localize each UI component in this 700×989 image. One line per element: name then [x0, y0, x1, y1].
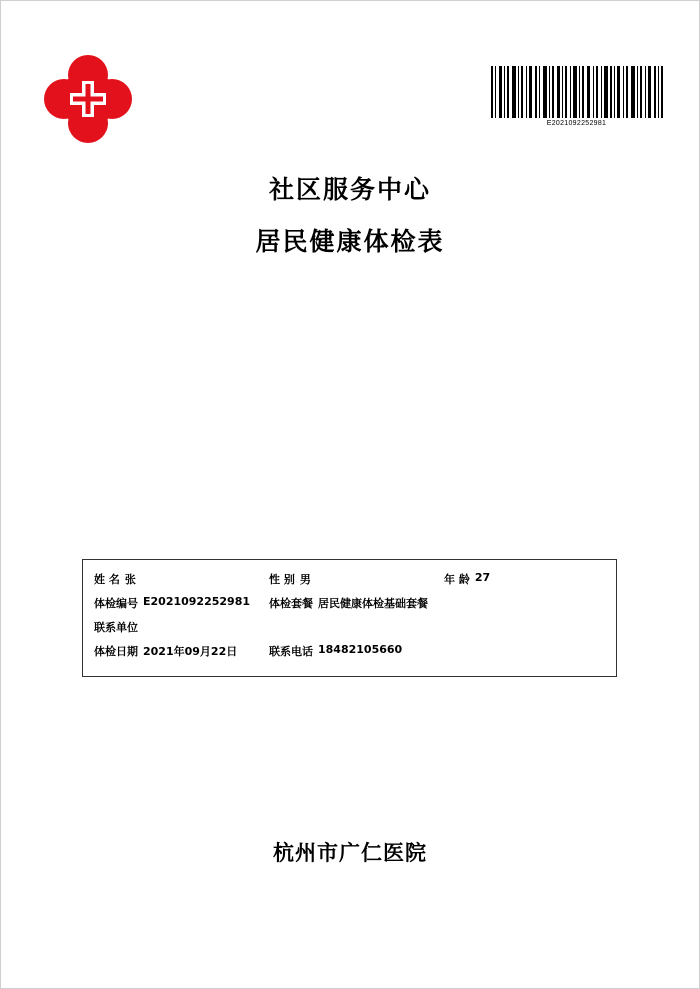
field-exam-date — [94, 643, 269, 659]
field-phone — [269, 643, 402, 659]
field-exam-no-label: 体检编号 — [94, 597, 138, 610]
field-unit-label: 联系单位 — [94, 621, 138, 634]
barcode-icon — [489, 66, 664, 118]
field-package-value: 居民健康体检基础套餐 — [318, 597, 428, 610]
field-exam-date-value: 2021年09月22日 — [143, 645, 238, 658]
barcode — [489, 66, 664, 127]
field-sex-value: 男 — [299, 573, 311, 586]
info-row-exam — [83, 595, 616, 619]
red-cross-flower-logo-icon — [42, 53, 134, 145]
field-unit — [94, 619, 143, 635]
info-row-identity — [83, 571, 616, 595]
field-name-label: 姓 名 — [94, 573, 120, 586]
field-package-label: 体检套餐 — [269, 597, 313, 610]
field-sex — [269, 571, 444, 587]
field-sex-label: 性 别 — [269, 573, 295, 586]
field-name-value: 张 — [124, 573, 136, 586]
field-exam-no-value: E2021092252981 — [143, 595, 251, 608]
title-line-2: 居民健康体检表 — [255, 227, 445, 256]
field-name — [94, 571, 269, 587]
field-package — [269, 595, 428, 611]
barcode-value: E2021092252981 — [546, 120, 607, 127]
field-age-value: 27 — [474, 571, 491, 584]
field-age — [444, 571, 490, 587]
hospital-name: 杭州市广仁医院 — [273, 841, 427, 865]
title-line-1: 社区服务中心 — [268, 175, 431, 204]
field-exam-date-label: 体检日期 — [94, 645, 138, 658]
patient-info-box — [82, 559, 617, 677]
field-phone-value: 18482105660 — [318, 643, 403, 656]
field-phone-label: 联系电话 — [269, 645, 313, 658]
info-row-contact — [83, 643, 616, 667]
page-title — [1, 164, 699, 268]
field-age-label: 年 龄 — [444, 573, 470, 586]
info-row-unit — [83, 619, 616, 643]
field-exam-no — [94, 595, 269, 611]
